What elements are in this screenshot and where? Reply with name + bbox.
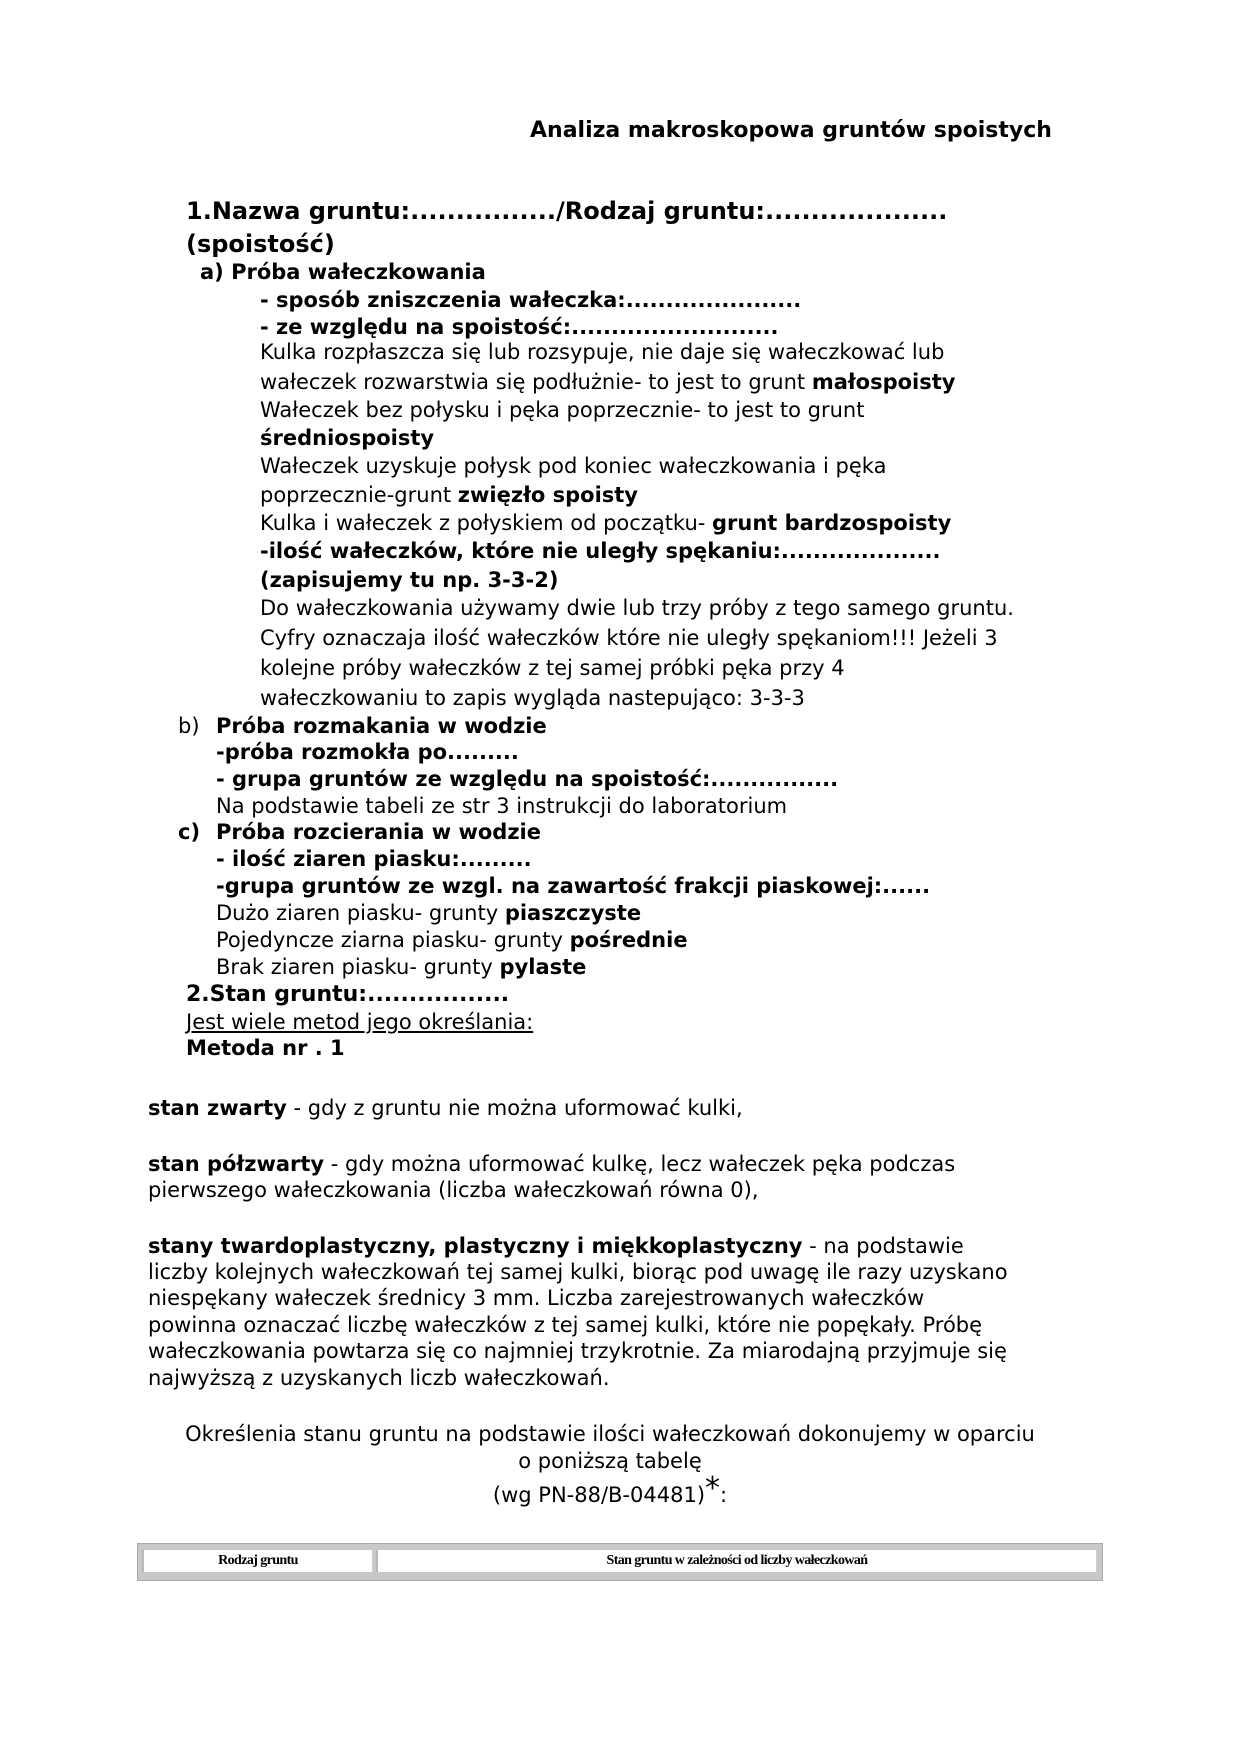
term-sredniospoisty: średniospoisty: [260, 426, 435, 450]
paragraph-text: pierwszego wałeczkowania (liczba wałeczkowań równa 0),: [148, 1178, 759, 1202]
paragraph-text: [260, 485, 638, 506]
table-intro-line2: o poniższą tabelę: [518, 1449, 702, 1473]
paragraph-text: Wałeczek bez połysku i pęka poprzecznie- to jest to grunt: [260, 398, 865, 422]
paragraph-text: [260, 372, 956, 393]
paragraph-text: [216, 957, 586, 978]
text-normal: wałeczek rozwarstwia się podłużnie- to jest to grunt: [260, 370, 812, 394]
term-stany-plastyczne: stany twardoplastyczny, plastyczny i miękkoplastyczny: [148, 1234, 803, 1258]
text-normal: - gdy z gruntu nie można uformować kulki,: [286, 1096, 743, 1120]
term-malospoisty: małospoisty: [811, 370, 956, 394]
table-header-soil-state: Stan gruntu w zależności od liczby wałeczkowań: [376, 1550, 1097, 1572]
field-uncracked-count: -ilość wałeczków, które nie uległy spękaniu:....................: [260, 539, 941, 563]
paragraph-text: wałeczkowania powtarza się co najmniej trzykrotnie. Za miarodajną przyjmuje się: [148, 1339, 1007, 1363]
paragraph-text: liczby kolejnych wałeczkowań tej samej kulki, biorąc pod uwagę ile razy uzyskano: [148, 1260, 1008, 1284]
field-cohesion: - ze względu na spoistość:..........................: [260, 315, 779, 339]
field-cohesion-group: - grupa gruntów ze względu na spoistość:................: [216, 767, 839, 791]
paragraph-text: Do wałeczkowania używamy dwie lub trzy próby z tego samego gruntu.: [260, 596, 1014, 620]
paragraph-text: niespękany wałeczek średnicy 3 mm. Liczba zarejestrowanych wałeczków: [148, 1286, 925, 1310]
paragraph-text: Wałeczek uzyskuje połysk pod koniec wałeczkowania i pęka: [260, 454, 887, 478]
section-1-heading-cont: (spoistość): [186, 230, 335, 258]
state-plastic: [148, 1236, 964, 1257]
term-pylaste: pylaste: [499, 955, 587, 979]
paragraph-text: powinna oznaczać liczbę wałeczków z tej samej kulki, które nie popękały. Próbę: [148, 1313, 983, 1337]
paragraph-text: Na podstawie tabeli ze str 3 instrukcji do laboratorium: [216, 794, 788, 818]
text-normal: poprzecznie-grunt: [260, 483, 458, 507]
paragraph-text: wałeczkowaniu to zapis wygląda nastepująco: 3-3-3: [260, 686, 805, 710]
field-note: (zapisujemy tu np. 3-3-2): [260, 568, 559, 592]
paragraph-text: Cyfry oznaczaja ilość wałeczków które nie uległy spękaniom!!! Jeżeli 3: [260, 626, 998, 650]
paragraph-text: kolejne próby wałeczków z tej samej próbki pęka przy 4: [260, 656, 845, 680]
paragraph-text: najwyższą z uzyskanych liczb wałeczkowań.: [148, 1366, 610, 1390]
paragraph-text: Kulka rozpłaszcza się lub rozsypuje, nie daje się wałeczkować lub: [260, 340, 945, 364]
term-piaszczyste: piaszczyste: [504, 901, 642, 925]
text-normal: Brak ziaren piasku- grunty: [216, 955, 500, 979]
section-2-heading: 2.Stan gruntu:.................: [186, 982, 510, 1007]
subsection-b-heading: Próba rozmakania w wodzie: [216, 714, 547, 738]
paragraph-text: [260, 513, 951, 534]
state-polzwarty: [148, 1154, 955, 1175]
paragraph-text: [216, 930, 688, 951]
text-normal: Kulka i wałeczek z połyskiem od początku-: [260, 511, 713, 535]
term-posrednie: pośrednie: [569, 928, 688, 952]
table-header-soil-type: Rodzaj gruntu: [142, 1550, 373, 1572]
soil-state-table: [137, 1543, 1103, 1581]
standard-reference: (wg PN-88/B-04481): [492, 1483, 706, 1507]
subsection-c-heading: Próba rozcierania w wodzie: [216, 820, 541, 844]
paragraph-text: [216, 903, 641, 924]
text-normal: Pojedyncze ziarna piasku- grunty: [216, 928, 570, 952]
term-stan-zwarty: stan zwarty: [148, 1096, 287, 1120]
text-normal: - na podstawie: [802, 1234, 964, 1258]
subsection-b-marker: b): [178, 714, 200, 738]
subsection-a-heading: a) Próba wałeczkowania: [200, 260, 486, 284]
term-stan-polzwarty: stan półzwarty: [148, 1152, 325, 1176]
field-sand-grains: - ilość ziaren piasku:.........: [216, 847, 532, 871]
text-normal: :: [720, 1483, 728, 1507]
state-zwarty: [148, 1098, 743, 1119]
term-bardzospoisty: grunt bardzospoisty: [712, 511, 952, 535]
subsection-c-marker: c): [178, 820, 201, 844]
section-1-heading: 1.Nazwa gruntu:................/Rodzaj gruntu:....................: [186, 197, 948, 225]
page-title: Analiza makroskopowa gruntów spoistych: [530, 118, 1052, 143]
footnote-asterisk: *: [705, 1471, 721, 1506]
section-2-subheading: Jest wiele metod jego określania:: [186, 1010, 534, 1034]
field-soaked-after: -próba rozmokła po.........: [216, 740, 519, 764]
table-intro-line3: [130, 1471, 1090, 1507]
method-label: Metoda nr . 1: [186, 1036, 345, 1060]
field-destruction-method: - sposób zniszczenia wałeczka:......................: [260, 288, 802, 312]
term-zwiezlo-spoisty: zwięzło spoisty: [457, 483, 638, 507]
text-normal: - gdy można uformować kulkę, lecz wałeczek pęka podczas: [324, 1152, 956, 1176]
table-intro-line1: Określenia stanu gruntu na podstawie ilości wałeczkowań dokonujemy w oparciu: [185, 1422, 1035, 1446]
field-sand-fraction-group: -grupa gruntów ze wzgl. na zawartość frakcji piaskowej:......: [216, 874, 931, 898]
text-normal: Dużo ziaren piasku- grunty: [216, 901, 505, 925]
